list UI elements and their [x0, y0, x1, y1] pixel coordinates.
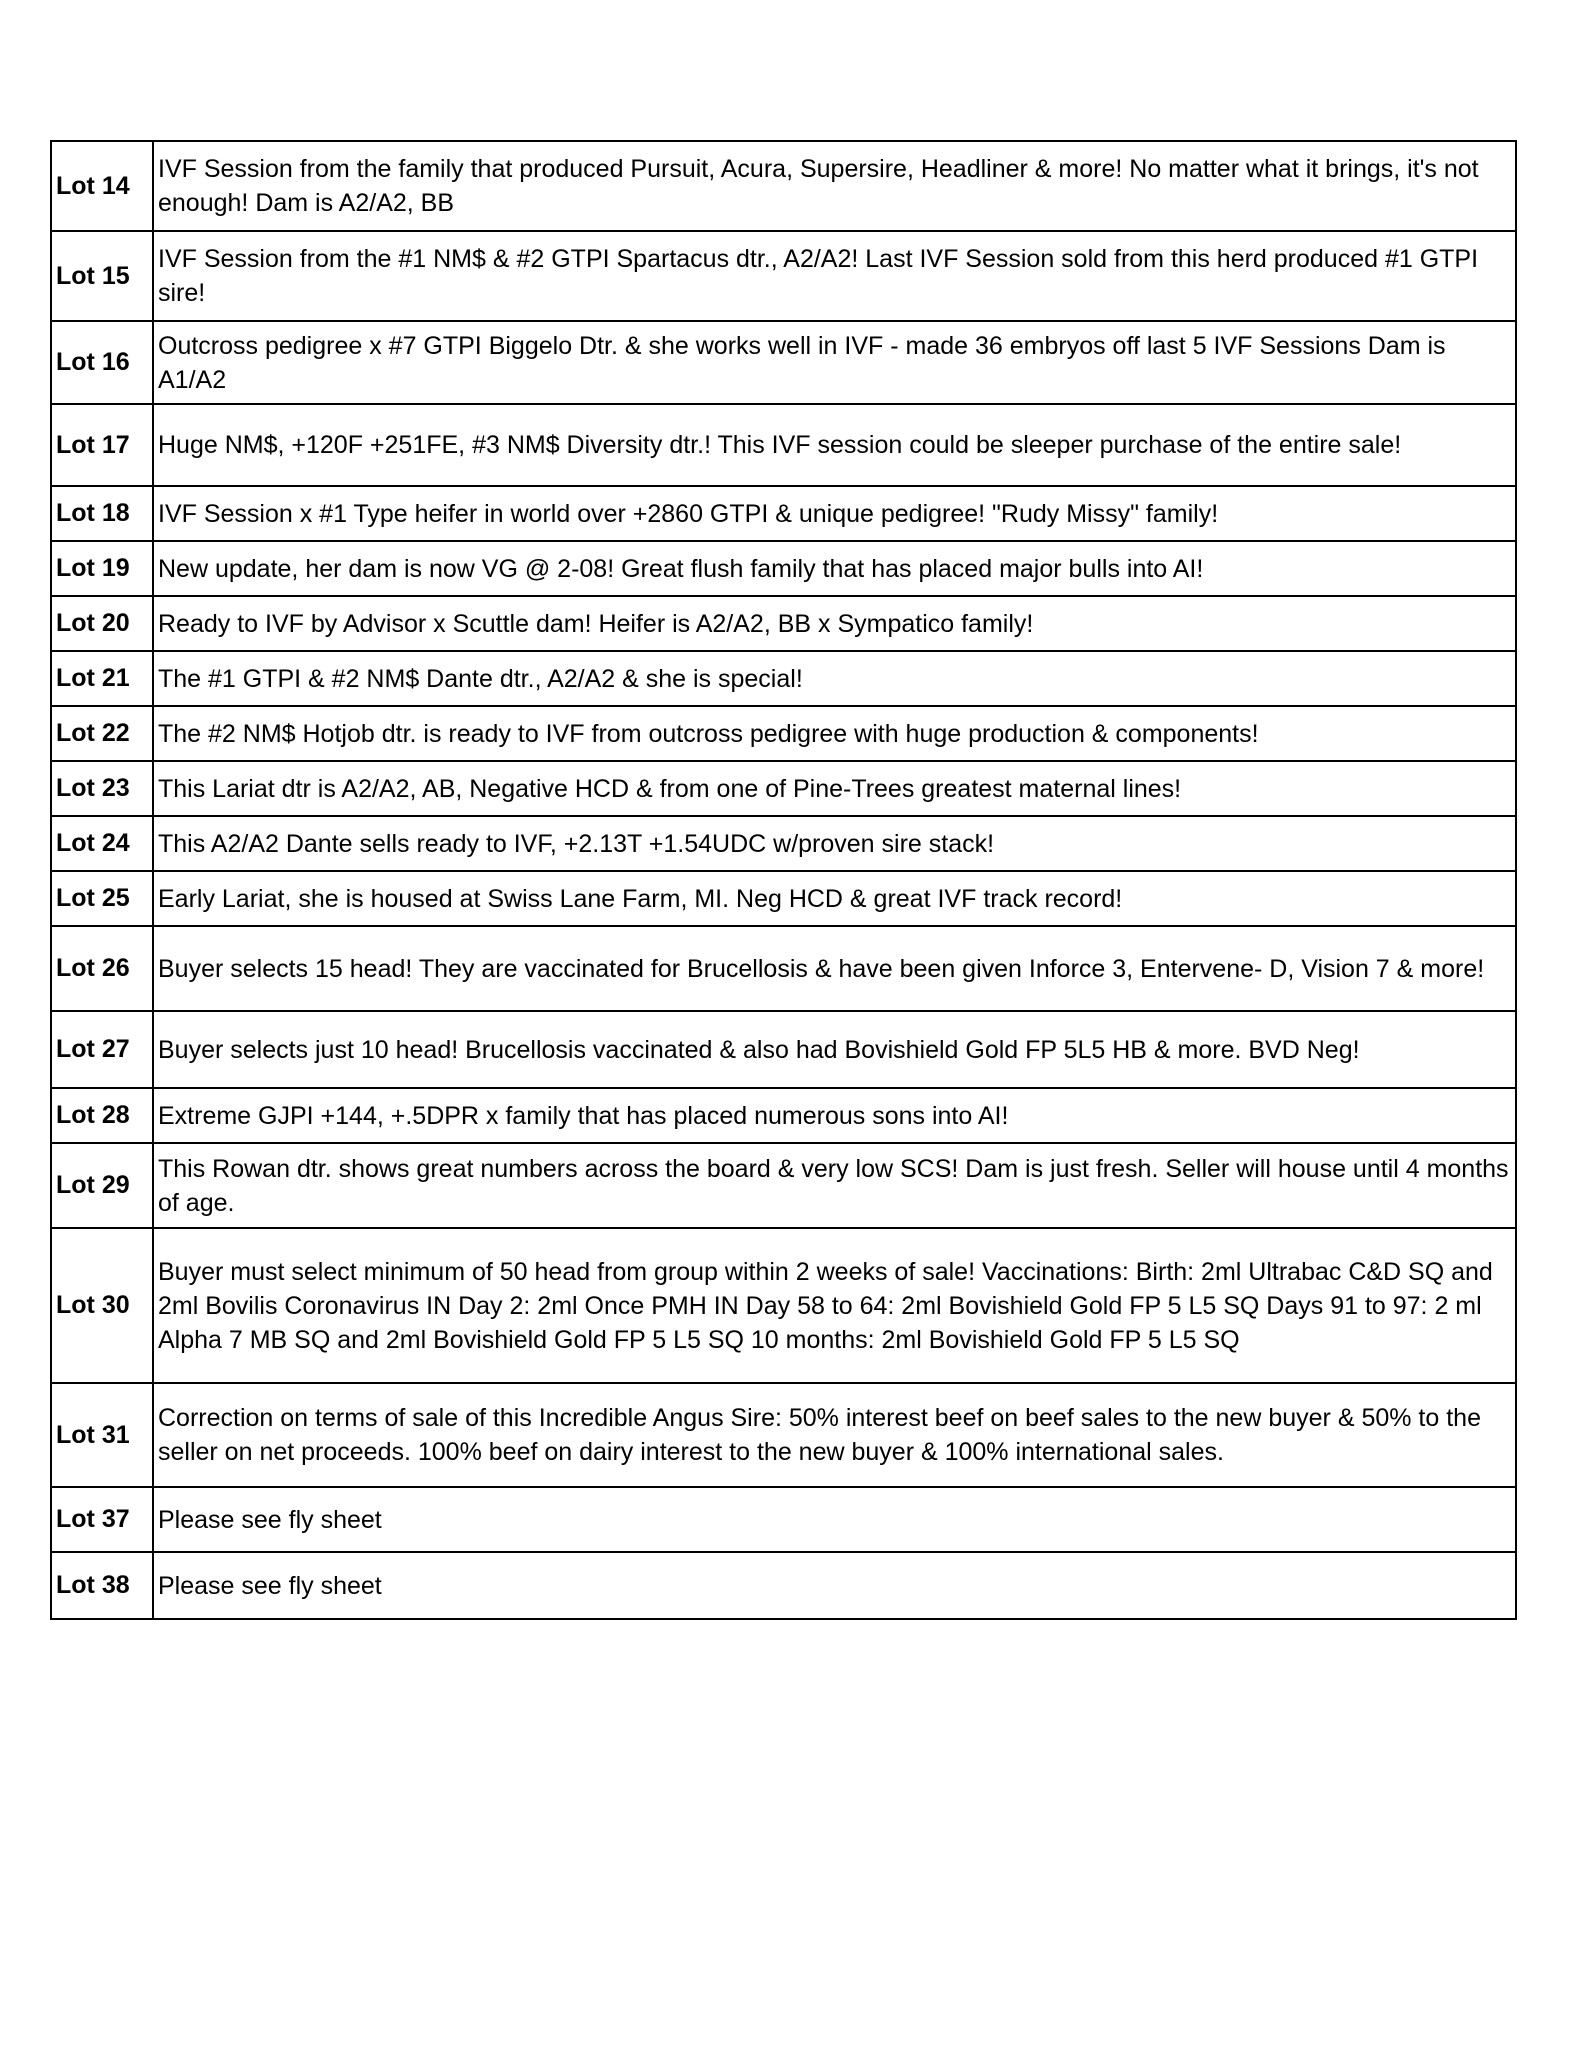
lot-description: Early Lariat, she is housed at Swiss Lane Farm, MI. Neg HCD & great IVF track record!	[153, 871, 1516, 926]
lot-number: Lot 23	[51, 761, 153, 816]
table-row	[51, 596, 1516, 651]
table-row	[51, 231, 1516, 321]
lot-number: Lot 20	[51, 596, 153, 651]
lot-number: Lot 21	[51, 651, 153, 706]
lot-table	[50, 140, 1517, 1620]
table-row	[51, 926, 1516, 1011]
lot-description: IVF Session x #1 Type heifer in world over +2860 GTPI & unique pedigree! "Rudy Missy" family!	[153, 486, 1516, 541]
lot-number: Lot 14	[51, 141, 153, 231]
table-row	[51, 141, 1516, 231]
lot-number: Lot 22	[51, 706, 153, 761]
table-row	[51, 321, 1516, 404]
table-row	[51, 404, 1516, 486]
lot-description: Buyer selects just 10 head! Brucellosis vaccinated & also had Bovishield Gold FP 5L5 HB & more. BVD Neg!	[153, 1011, 1516, 1088]
table-row	[51, 1487, 1516, 1552]
lot-number: Lot 16	[51, 321, 153, 404]
table-row	[51, 871, 1516, 926]
lot-number: Lot 31	[51, 1383, 153, 1487]
lot-number: Lot 25	[51, 871, 153, 926]
table-row	[51, 761, 1516, 816]
lot-description: Ready to IVF by Advisor x Scuttle dam! Heifer is A2/A2, BB x Sympatico family!	[153, 596, 1516, 651]
lot-number: Lot 30	[51, 1228, 153, 1383]
lot-number: Lot 24	[51, 816, 153, 871]
lot-description: This Rowan dtr. shows great numbers across the board & very low SCS! Dam is just fresh. Seller will house until 4 months of age.	[153, 1143, 1516, 1228]
table-row	[51, 1011, 1516, 1088]
table-row	[51, 1088, 1516, 1143]
lot-number: Lot 29	[51, 1143, 153, 1228]
lot-description: New update, her dam is now VG @ 2-08! Great flush family that has placed major bulls into AI!	[153, 541, 1516, 596]
lot-number: Lot 27	[51, 1011, 153, 1088]
lot-description: Please see fly sheet	[153, 1487, 1516, 1552]
lot-number: Lot 19	[51, 541, 153, 596]
lot-description: IVF Session from the family that produced Pursuit, Acura, Supersire, Headliner & more! No matter what it brings, it's not enough! Dam is A2/A2, BB	[153, 141, 1516, 231]
table-row	[51, 1228, 1516, 1383]
table-row	[51, 541, 1516, 596]
lot-description: Outcross pedigree x #7 GTPI Biggelo Dtr. & she works well in IVF - made 36 embryos off last 5 IVF Sessions Dam is A1/A2	[153, 321, 1516, 404]
lot-description: Extreme GJPI +144, +.5DPR x family that has placed numerous sons into AI!	[153, 1088, 1516, 1143]
lot-number: Lot 37	[51, 1487, 153, 1552]
lot-number: Lot 15	[51, 231, 153, 321]
lot-description: This A2/A2 Dante sells ready to IVF, +2.13T +1.54UDC w/proven sire stack!	[153, 816, 1516, 871]
lot-description: Buyer selects 15 head! They are vaccinated for Brucellosis & have been given Inforce 3, Entervene- D, Vision 7 & more!	[153, 926, 1516, 1011]
lot-description: The #2 NM$ Hotjob dtr. is ready to IVF from outcross pedigree with huge production & components!	[153, 706, 1516, 761]
table-row	[51, 486, 1516, 541]
lot-description: Huge NM$, +120F +251FE, #3 NM$ Diversity dtr.! This IVF session could be sleeper purchase of the entire sale!	[153, 404, 1516, 486]
lot-description: The #1 GTPI & #2 NM$ Dante dtr., A2/A2 & she is special!	[153, 651, 1516, 706]
table-row	[51, 1143, 1516, 1228]
lot-description: Buyer must select minimum of 50 head from group within 2 weeks of sale! Vaccinations: Birth: 2ml Ultrabac C&D SQ and 2ml Bovilis Coronavirus IN Day 2: 2ml Once PMH IN Day 58 to 64: 2ml Bovishield Gold FP 5 L5 SQ Days 91 to 97: 2 ml Alpha 7 MB SQ and 2ml Bovishield Gold FP 5 L5 SQ 10 months: 2ml Bovishield Gold FP 5 L5 SQ	[153, 1228, 1516, 1383]
table-row	[51, 651, 1516, 706]
lot-number: Lot 17	[51, 404, 153, 486]
lot-description: Correction on terms of sale of this Incredible Angus Sire: 50% interest beef on beef sales to the new buyer & 50% to the seller on net proceeds. 100% beef on dairy interest to the new buyer & 100% international sales.	[153, 1383, 1516, 1487]
table-row	[51, 706, 1516, 761]
lot-number: Lot 26	[51, 926, 153, 1011]
table-row	[51, 1383, 1516, 1487]
lot-number: Lot 28	[51, 1088, 153, 1143]
lot-number: Lot 38	[51, 1552, 153, 1619]
lot-description: IVF Session from the #1 NM$ & #2 GTPI Spartacus dtr., A2/A2! Last IVF Session sold from this herd produced #1 GTPI sire!	[153, 231, 1516, 321]
table-row	[51, 816, 1516, 871]
lot-description: Please see fly sheet	[153, 1552, 1516, 1619]
lot-description: This Lariat dtr is A2/A2, AB, Negative HCD & from one of Pine-Trees greatest maternal lines!	[153, 761, 1516, 816]
lot-number: Lot 18	[51, 486, 153, 541]
table-row	[51, 1552, 1516, 1619]
